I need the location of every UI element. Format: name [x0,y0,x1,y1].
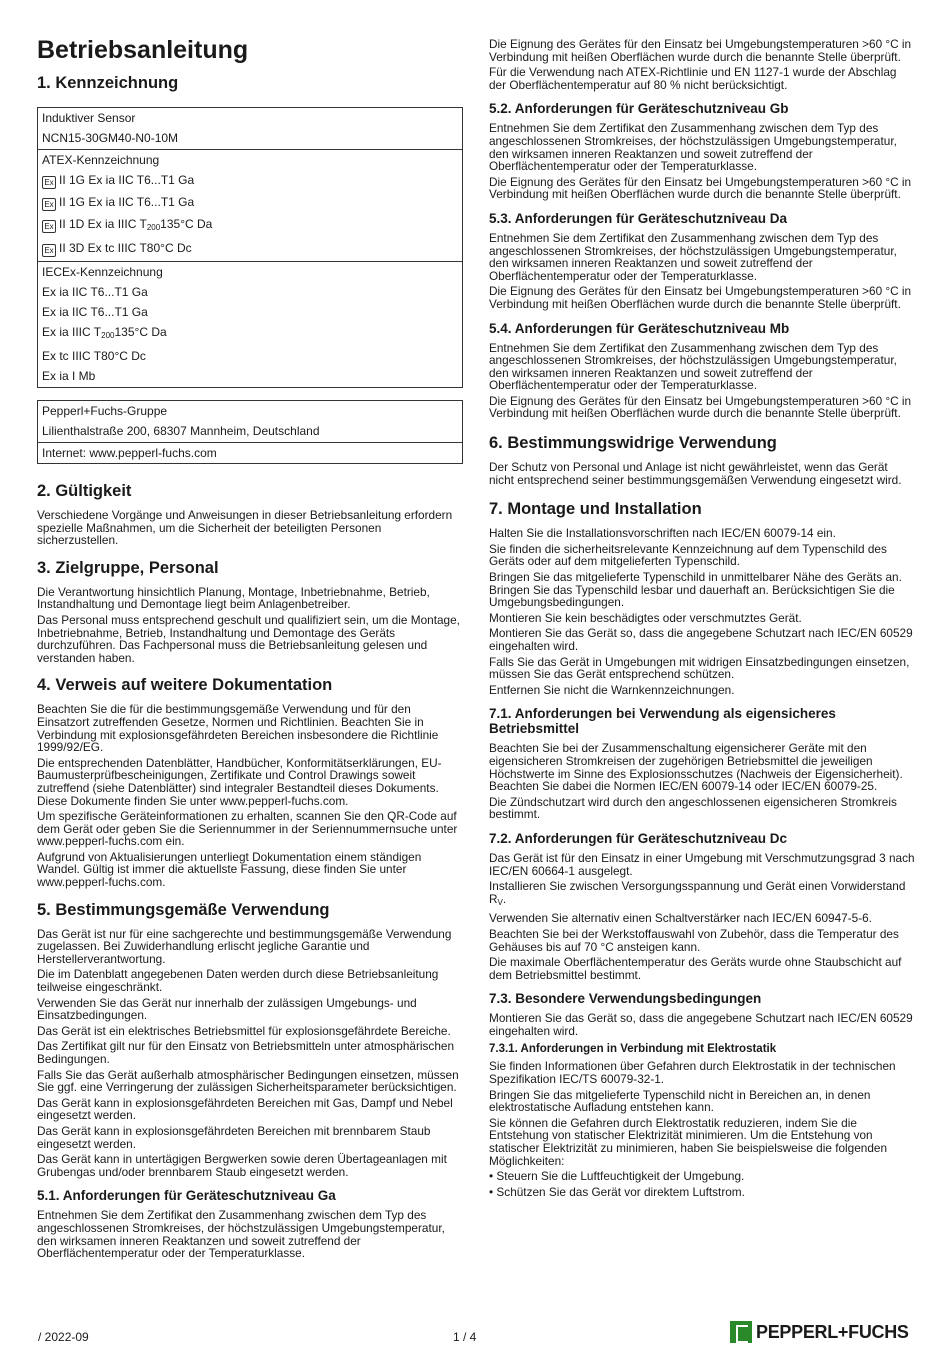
paragraph: Montieren Sie das Gerät so, dass die angegebene Schutzart nach IEC/EN 60529 eingehalten wird. [489,626,913,653]
paragraph: Entnehmen Sie dem Zertifikat den Zusammenhang zwischen dem Typ des angeschlossenen Stromkreises, der höchstzulässigen Umgebungstemperatur, den wirksamen inneren Reaktanzen und soweit zutreffend der Oberflächentemperatur oder der Temperaturklasse. [489,230,897,283]
paragraph: Um spezifische Geräteinformationen zu erhalten, scannen Sie den QR-Code auf dem Gerät oder geben Sie die Seriennummer in der Seriennummernsuche unter www.pepperl-fuchs.com ein. [37,809,458,849]
paragraph: Entnehmen Sie dem Zertifikat den Zusammenhang zwischen dem Typ des angeschlossenen Stromkreises, der höchstzulässigen Umgebungstemperatur, den wirksamen inneren Reaktanzen und soweit zutreffend der Oberflächentemperatur oder der Temperaturklasse. [489,121,897,174]
paragraph: Sie können die Gefahren durch Elektrostatik reduzieren, indem Sie die Entstehung von statischer Elektrizität minimieren. Um die Entstehung von statischer Elektrizität zu minimieren, haben Sie beispielsweise die folgenden Möglichkeiten: [489,1115,888,1168]
subsection-heading-7-3: 7.3. Besondere Verwendungsbedingungen [489,991,762,1007]
bullet-icon: • [489,1185,494,1200]
paragraph: Sie finden Informationen über Gefahren durch Elektrostatik in der technischen Spezifikation IEC/TS 60079-32-1. [489,1059,896,1087]
iecex-line-4: Ex tc IIIC T80°C Dc [42,349,146,363]
list-item: • Steuern Sie die Luftfeuchtigkeit der Umgebung. [489,1169,745,1184]
iecex-line-2: Ex ia IIC T6...T1 Ga [42,305,148,319]
section-heading-6: 6. Bestimmungswidrige Verwendung [489,434,777,453]
paragraph: Bringen Sie das mitgelieferte Typenschild in unmittelbarer Nähe des Geräts an. Bringen Sie das Typenschild lesbar und dauerhaft an. Berücksichtigen Sie die Umgebungsbedingungen. [489,570,902,610]
paragraph: Die Eignung des Gerätes für den Einsatz bei Umgebungstemperaturen >60 °C in Verbindung mit heißen Oberflächen wurde durch die benannte Stelle überprüft. [489,37,912,64]
footer-date: / 2022-09 [38,1330,89,1344]
ex-mark-icon: Ex [42,220,56,233]
paragraph: Die im Datenblatt angegebenen Daten werden durch diese Betriebsanleitung teilweise eingeschränkt. [37,967,439,995]
paragraph: Entfernen Sie nicht die Warnkennzeichnungen. [489,682,735,697]
paragraph: Das Zertifikat gilt nur für den Einsatz von Betriebsmitteln unter atmosphärischen Bedingungen. [37,1039,455,1066]
logo-mark-icon [730,1321,752,1343]
paragraph: Montieren Sie das Gerät so, dass die angegebene Schutzart nach IEC/EN 60529 eingehalten wird. [489,1011,913,1038]
paragraph: Montieren Sie kein beschädigtes oder verschmutztes Gerät. [489,610,802,625]
paragraph: Das Gerät ist ein elektrisches Betriebsmittel für explosionsgefährdete Bereiche. [37,1023,451,1038]
subsection-heading-7-1: 7.1. Anforderungen bei Verwendung als eigensicheres Betriebsmittel [489,706,836,737]
atex-line-2: Ex II 1G Ex ia IIC T6...T1 Ga [38,192,462,214]
paragraph: Die Eignung des Gerätes für den Einsatz bei Umgebungstemperaturen >60 °C in Verbindung mit heißen Oberflächen wurde durch die benannte Stelle überprüft. [489,174,912,202]
subsection-heading-7-2: 7.2. Anforderungen für Geräteschutzniveau Dc [489,830,788,846]
paragraph: Installieren Sie zwischen Versorgungsspannung und Gerät einen Vorwiderstand $R_V$. [489,879,906,907]
company-logo [730,1321,909,1343]
subsection-heading-7-3-1: 7.3.1. Anforderungen in Verbindung mit Elektrostatik [489,1043,777,1056]
bullet-icon: • [489,1169,494,1184]
left-column [37,36,463,1263]
paragraph: Das Gerät ist nur für eine sachgerechte und bestimmungsgemäße Verwendung zugelassen. Bei Zuwiderhandlung erlischt jegliche Garantie und Herstellerverantwortung. [37,926,452,966]
iecex-section [38,261,462,387]
section-heading-7: 7. Montage und Installation [489,500,702,519]
ex-mark-icon: Ex [42,198,56,211]
paragraph: Die Verantwortung hinsichtlich Planung, Montage, Inbetriebnahme, Betrieb, Instandhaltung und Demontage liegt beim Anlagenbetreiber. [37,584,430,612]
right-column [489,38,915,1202]
subsection-heading-5-4: 5.4. Anforderungen für Geräteschutzniveau Mb [489,320,790,336]
paragraph: Die entsprechenden Datenblätter, Handbücher, Konformitätserklärungen, EU-Baumusterprüfbescheinigungen, Zertifikate und Control Drawings soweit zutreffend (siehe Datenblätter) sind integraler Bestandteil dieses Dokuments. Diese Dokumente finden Sie unter www.pepperl-fuchs.com. [37,755,442,808]
page-title: Betriebsanleitung [37,36,249,64]
internet-section [38,442,462,463]
section-heading-2: 2. Gültigkeit [37,482,132,500]
atex-line-4: Ex II 3D Ex tc IIIC T80°C Dc [38,238,462,261]
section-heading-5: 5. Bestimmungsgemäße Verwendung [37,900,330,919]
section-heading-3: 3. Zielgruppe, Personal [37,558,219,577]
page-number: 1 / 4 [453,1330,477,1344]
paragraph: Verwenden Sie alternativ einen Schaltverstärker nach IEC/EN 60947-5-6. [489,911,872,926]
atex-section [38,149,462,261]
sensor-section [38,108,462,149]
paragraph: Entnehmen Sie dem Zertifikat den Zusammenhang zwischen dem Typ des angeschlossenen Stromkreises, der höchstzulässigen Umgebungstemperatur, den wirksamen inneren Reaktanzen und soweit zutreffend der Oberflächentemperatur oder der Temperaturklasse. [489,340,897,393]
subsection-heading-5-1: 5.1. Anforderungen für Geräteschutzniveau Ga [37,1188,336,1204]
company-table [37,400,463,464]
section-heading-4: 4. Verweis auf weitere Dokumentation [37,676,333,695]
list-item: • Schützen Sie das Gerät vor direktem Luftstrom. [489,1185,745,1200]
paragraph: Bringen Sie das mitgelieferte Typenschild nicht in Bereichen an, in denen elektrostatische Aufladung entstehen kann. [489,1087,871,1115]
paragraph: Halten Sie die Installationsvorschriften nach IEC/EN 60079-14 ein. [489,526,836,541]
iecex-line-5: Ex ia I Mb [42,369,96,383]
company-section [38,401,462,442]
atex-line-3: Ex II 1D Ex ia IIIC $T_{200}135^\circ C$ Da [38,214,462,238]
sensor-model: NCN15-30GM40-N0-10M [42,131,179,145]
paragraph: Verschiedene Vorgänge und Anweisungen in dieser Betriebsanleitung erfordern spezielle Maßnahmen, um die Sicherheit der beteiligten Personen sicherzustellen. [37,508,453,548]
company-address: Lilienthalstraße 200, 68307 Mannheim, Deutschland [42,424,320,438]
marking-table [37,107,463,388]
paragraph: Das Gerät kann in untertägigen Bergwerken sowie deren Übertageanlagen mit Grubengas und/oder brennbarem Staub eingesetzt werden. [37,1152,447,1179]
iecex-title: IECEx-Kennzeichnung [42,265,163,279]
paragraph: Das Personal muss entsprechend geschult und qualifiziert sein, um die Montage, Inbetriebnahme, Betrieb, Instandhaltung und Demontage des Geräts durchzuführen. Das Fachpersonal muss die Betriebsanleitung gelesen und verstanden haben. [37,612,460,665]
paragraph: Verwenden Sie das Gerät nur innerhalb der zulässigen Umgebungs- und Einsatzbedingungen. [37,995,417,1023]
subsection-heading-5-2: 5.2. Anforderungen für Geräteschutzniveau Gb [489,101,789,117]
ex-mark-icon: Ex [42,176,56,189]
paragraph: Beachten Sie bei der Zusammenschaltung eigensicherer Geräte mit den eigensicheren Stromkreisen der zugehörigen Betriebsmittel die jeweiligen Höchstwerte im Sinne des Explosionsschutzes (Nachweis der Eigensicherheit). Beachten Sie dabei die Normen IEC/EN 60079-14 oder IEC/EN 60079-25. [489,741,903,794]
paragraph: Die Eignung des Gerätes für den Einsatz bei Umgebungstemperaturen >60 °C in Verbindung mit heißen Oberflächen wurde durch die benannte Stelle überprüft. [489,393,912,421]
subsection-heading-5-3: 5.3. Anforderungen für Geräteschutzniveau Da [489,210,788,226]
company-website: Internet: www.pepperl-fuchs.com [42,446,217,460]
company-name: Pepperl+Fuchs-Gruppe [42,404,168,418]
paragraph: Sie finden die sicherheitsrelevante Kennzeichnung auf dem Typenschild des Geräts oder auf dem mitgelieferten Typenschild. [489,541,887,569]
iecex-line-1: Ex ia IIC T6...T1 Ga [42,285,148,299]
paragraph: Entnehmen Sie dem Zertifikat den Zusammenhang zwischen dem Typ des angeschlossenen Stromkreises, der höchstzulässigen Umgebungstemperatur, den wirksamen inneren Reaktanzen und soweit zutreffend der Oberflächentemperatur oder der Temperaturklasse. [37,1208,445,1261]
paragraph: Die maximale Oberflächentemperatur des Geräts wurde ohne Staubschicht auf dem Betriebsmittel bestimmt. [489,955,902,982]
paragraph: Beachten Sie die für die bestimmungsgemäße Verwendung und für den Einsatzort zutreffenden Gesetze, Normen und Richtlinien. Beachten Sie in Verbindung mit explosionsgefährdeten Bereichen insbesondere die Richtlinie 1999/92/EG. [37,702,439,755]
ex-mark-icon: Ex [42,244,56,257]
logo-text: PEPPERL+FUCHS [756,1321,909,1342]
paragraph: Für die Verwendung nach ATEX-Richtlinie und EN 1127-1 wurde der Abschlag der Oberflächentemperatur auf 80 % nicht berücksichtigt. [489,65,897,92]
paragraph: Beachten Sie bei der Werkstoffauswahl von Zubehör, dass die Temperatur des Gehäuses bis auf 70 °C ansteigen kann. [489,926,899,954]
paragraph: Der Schutz von Personal und Anlage ist nicht gewährleistet, wenn das Gerät nicht entsprechend seiner bestimmungsgemäßen Verwendung eingesetzt wird. [489,460,902,487]
paragraph: Das Gerät kann in explosionsgefährdeten Bereichen mit brennbarem Staub eingesetzt werden. [37,1123,431,1151]
paragraph: Die Zündschutzart wird durch den angeschlossenen eigensicheren Stromkreis bestimmt. [489,794,897,822]
atex-line-1: Ex II 1G Ex ia IIC T6...T1 Ga [38,170,462,192]
paragraph: Das Gerät kann in explosionsgefährdeten Bereichen mit Gas, Dampf und Nebel eingesetzt werden. [37,1095,453,1123]
paragraph: Aufgrund von Aktualisierungen unterliegt Dokumentation einem ständigen Wandel. Gültig ist immer die aktuellste Fassung, diese finden Sie unter www.pepperl-fuchs.com. [37,849,422,890]
paragraph: Falls Sie das Gerät außerhalb atmosphärischer Bedingungen einsetzen, müssen Sie ggf. eine Verringerung der zulässigen Sicherheitsparameter berücksichtigen. [37,1067,459,1095]
paragraph: Die Eignung des Gerätes für den Einsatz bei Umgebungstemperaturen >60 °C in Verbindung mit heißen Oberflächen wurde durch die benannte Stelle überprüft. [489,284,912,311]
atex-title: ATEX-Kennzeichnung [42,153,160,167]
paragraph: Das Gerät ist für den Einsatz in einer Umgebung mit Verschmutzungsgrad 3 nach IEC/EN 60664-1 ausgelegt. [489,850,915,878]
iecex-line-3: Ex ia IIIC $T_{200}135^\circ C$ Da [42,325,167,340]
section-heading-1: 1. Kennzeichnung [37,74,179,92]
paragraph: Falls Sie das Gerät in Umgebungen mit widrigen Einsatzbedingungen einsetzen, müssen Sie das Gerät entsprechend schützen. [489,654,910,682]
sensor-type: Induktiver Sensor [42,111,136,125]
